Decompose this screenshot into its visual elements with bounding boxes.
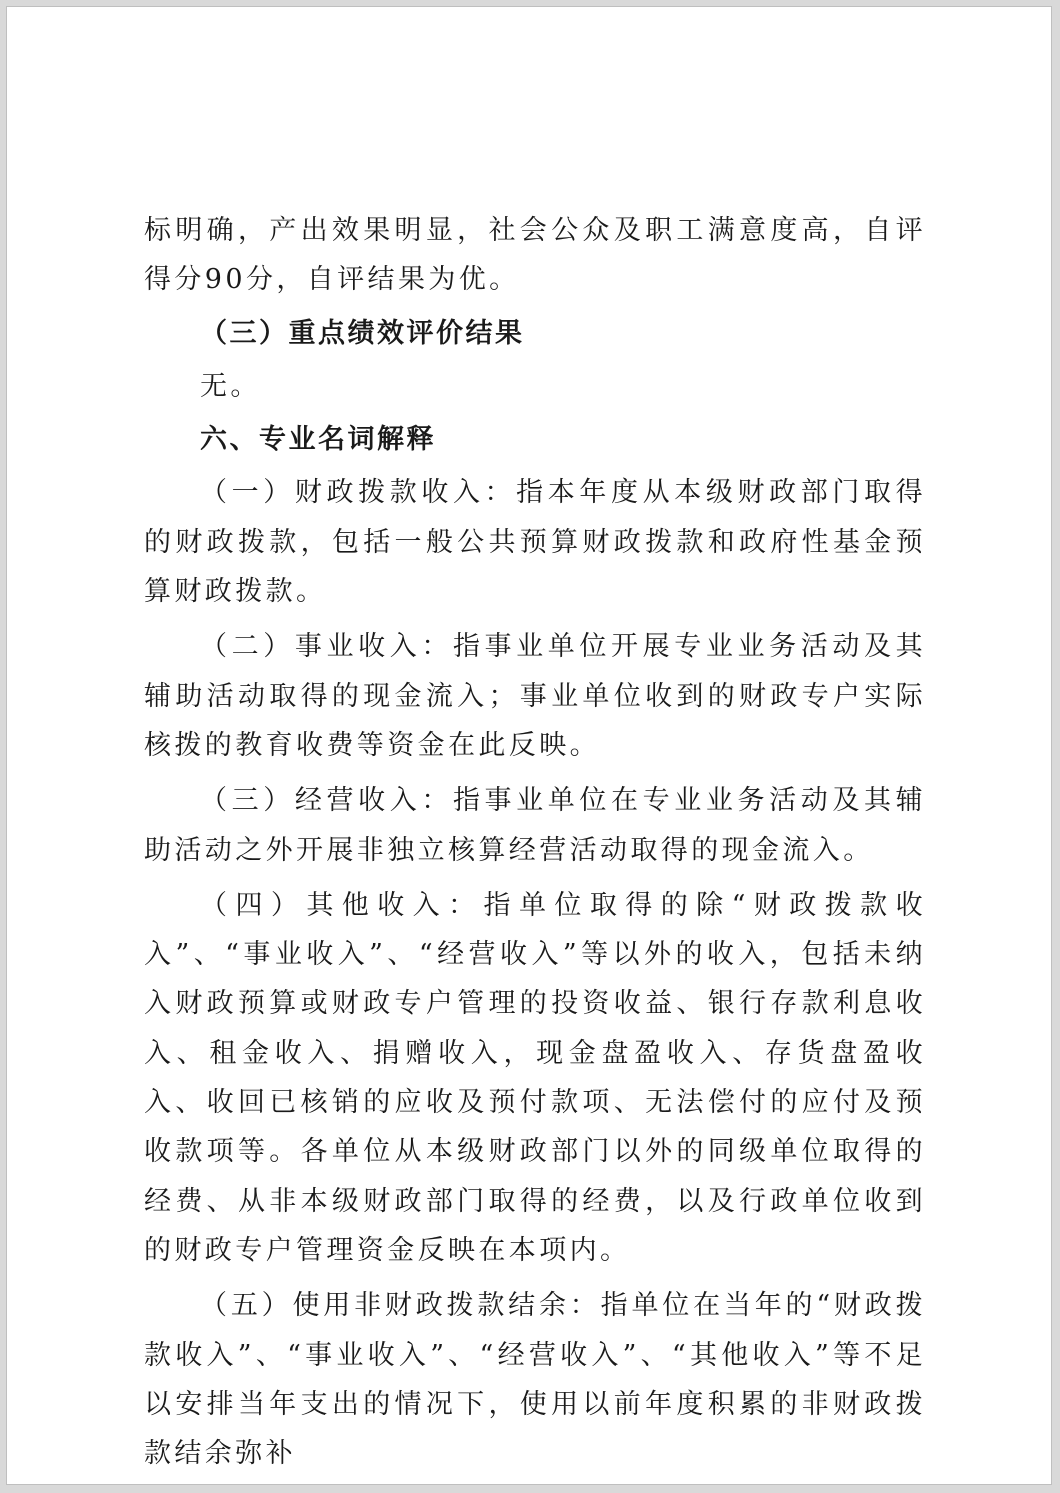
paragraph-self-evaluation: 标明确，产出效果明显，社会公众及职工满意度高，自评得分90分，自评结果为优。 (144, 215, 926, 296)
paragraph-fiscal-appropriation-income: （一）财政拨款收入：指本年度从本级财政部门取得的财政拨款，包括一般公共预算财政拨款和政府性基金预算财政拨款。 (144, 477, 926, 608)
paragraph-other-income: （四）其他收入：指单位取得的除“财政拨款收入”、“事业收入”、“经营收入”等以外的收入，包括未纳入财政预算或财政专户管理的投资收益、银行存款利息收入、租金收入、捐赠收入，现金盘盈收入、存货盘盈收入、收回已核销的应收及预付款项、无法偿付的应付及预收款项等。各单位从本级财政部门以外的同级单位取得的经费、从非本级财政部门取得的经费，以及行政单位收到的财政专户管理资金反映在本项内。 (144, 889, 926, 1266)
heading-key-performance-results: （三）重点绩效评价结果 (200, 317, 525, 349)
paragraph-non-fiscal-surplus: （五）使用非财政拨款结余：指单位在当年的“财政拨款收入”、“事业收入”、“经营收入”、“其他收入”等不足以安排当年支出的情况下，使用以前年度积累的非财政拨款结余弥补 (144, 1290, 926, 1470)
paragraph-operating-income: （三）经营收入：指事业单位在专业业务活动及其辅助活动之外开展非独立核算经营活动取得的现金流入。 (144, 785, 926, 866)
paragraph-none: 无。 (200, 370, 261, 402)
document-body (144, 206, 926, 1478)
paragraph-business-income: （二）事业收入：指事业单位开展专业业务活动及其辅助活动取得的现金流入；事业单位收到的财政专户实际核拨的教育收费等资金在此反映。 (144, 631, 926, 761)
heading-glossary: 六、专业名词解释 (200, 424, 436, 456)
document-page (6, 6, 1052, 1485)
